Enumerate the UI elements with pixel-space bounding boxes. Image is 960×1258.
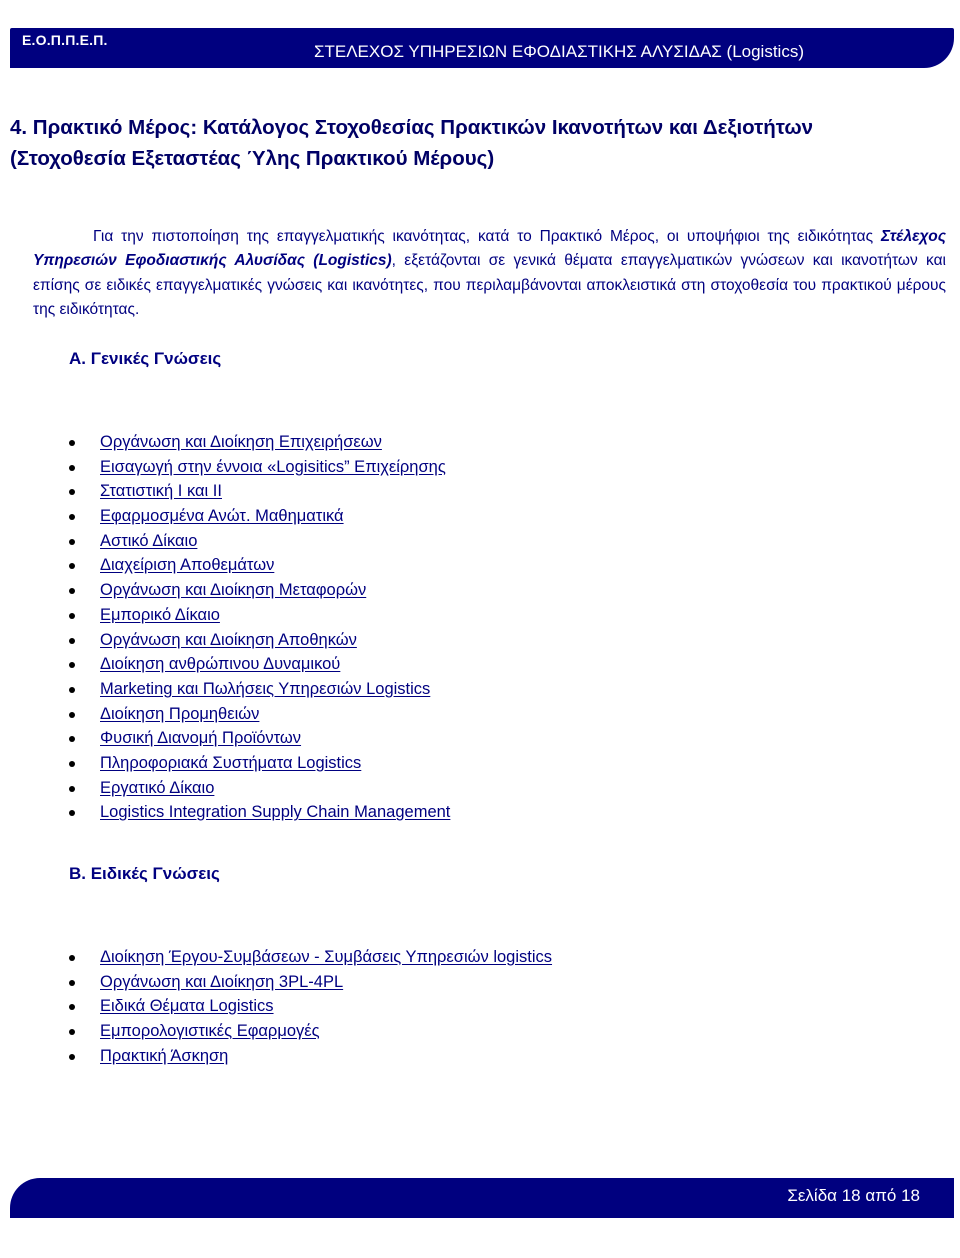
intro-text-start: Για την πιστοποίηση της επαγγελματικής ικανότητας, κατά το Πρακτικό Μέρος, οι υποψήφιοι της ειδικότητας — [93, 227, 881, 245]
page-number: Σελίδα 18 από 18 — [787, 1186, 920, 1205]
bullet-icon — [69, 786, 75, 792]
list-item-link[interactable]: Πληροφοριακά Συστήματα Logistics — [100, 753, 362, 772]
bullet-icon — [69, 662, 75, 668]
general-knowledge-heading: Α. Γενικές Γνώσεις — [69, 349, 222, 368]
list-item[interactable] — [66, 479, 450, 504]
list-item-link[interactable]: Οργάνωση και Διοίκηση Επιχειρήσεων — [100, 433, 382, 451]
bullet-icon — [69, 1004, 75, 1010]
intro-text-end: , εξετάζονται σε γενικά θέματα επαγγελματικών γνώσεων και ικανοτήτων και επίσης σε ειδικές επαγγελματικές γνώσεις και ικανότητες, που περιλαμβάνονται αποκλειστικά στη στοχοθεσία του πρακτικού μέρους της ειδικότητας. — [33, 252, 947, 318]
bullet-icon — [69, 514, 75, 520]
footer-banner — [10, 1178, 954, 1218]
bullet-icon — [69, 980, 75, 986]
list-item-link[interactable]: Διοίκηση Προμηθειών — [100, 704, 260, 723]
list-item-link[interactable]: Marketing και Πωλήσεις Υπηρεσιών Logistics — [100, 679, 431, 698]
bullet-icon — [69, 563, 75, 569]
bullet-icon — [69, 638, 75, 644]
list-item-link[interactable]: Αστικό Δίκαιο — [100, 531, 198, 550]
list-item-link[interactable]: Διαχείριση Αποθεμάτων — [100, 556, 275, 575]
header-title: ΣΤΕΛΕΧΟΣ ΥΠΗΡΕΣΙΩΝ ΕΦΟΔΙΑΣΤΙΚΗΣ ΑΛΥΣΙΔΑΣ (Logistics) — [313, 42, 804, 61]
list-item[interactable] — [66, 702, 450, 727]
bullet-icon — [69, 539, 75, 545]
bullet-icon — [69, 440, 75, 446]
list-item-link[interactable]: Εμπορικό Δίκαιο — [100, 605, 220, 624]
list-item[interactable] — [66, 776, 450, 801]
list-item[interactable] — [66, 529, 450, 554]
list-item[interactable] — [66, 628, 450, 653]
list-item-link[interactable]: Οργάνωση και Διοίκηση 3PL-4PL — [100, 972, 344, 991]
bullet-icon — [69, 1029, 75, 1035]
list-item-link[interactable]: Εφαρμοσμένα Ανώτ. Μαθηματικά — [100, 507, 344, 526]
list-item-link[interactable]: Στατιστική Ι και ΙΙ — [100, 482, 222, 501]
list-item[interactable] — [66, 553, 450, 578]
section-heading — [10, 112, 950, 174]
list-item[interactable] — [66, 603, 450, 628]
list-item[interactable] — [66, 455, 450, 480]
bullet-icon — [69, 588, 75, 594]
bullet-icon — [69, 1054, 75, 1060]
bullet-icon — [69, 712, 75, 718]
list-item-link[interactable]: Διοίκηση Έργου-Συμβάσεων - Συμβάσεις Υπηρεσιών logistics — [100, 948, 553, 966]
general-knowledge-list — [66, 430, 450, 825]
bullet-icon — [69, 489, 75, 495]
bullet-icon — [69, 736, 75, 742]
list-item-link[interactable]: Εισαγωγή στην έννοια «Logisitics” Επιχείρησης — [100, 457, 446, 476]
bullet-icon — [69, 761, 75, 767]
list-item[interactable] — [66, 1044, 552, 1069]
bullet-icon — [69, 955, 75, 961]
header-banner — [10, 28, 954, 68]
list-item[interactable] — [66, 800, 450, 825]
bullet-icon — [69, 613, 75, 619]
special-knowledge-heading: Β. Ειδικές Γνώσεις — [69, 864, 220, 883]
intro-paragraph — [33, 225, 946, 323]
list-item[interactable] — [66, 994, 552, 1019]
list-item-link[interactable]: Εργατικό Δίκαιο — [100, 778, 215, 797]
list-item[interactable] — [66, 726, 450, 751]
section-heading-line2: (Στοχοθεσία Εξεταστέας Ύλης Πρακτικού Μέρους) — [10, 147, 495, 170]
header-organization: Ε.Ο.Π.Π.Ε.Π. — [22, 32, 108, 48]
list-item[interactable] — [66, 677, 450, 702]
list-item-link[interactable]: Εμπορολογιστικές Εφαρμογές — [100, 1022, 320, 1041]
list-item-link[interactable]: Οργάνωση και Διοίκηση Αποθηκών — [100, 630, 357, 649]
intro-specialty-name: Στέλεχος Υπηρεσιών Εφοδιαστικής Αλυσίδας (Logistics) — [33, 227, 946, 269]
list-item-link[interactable]: Φυσική Διανομή Προϊόντων — [100, 729, 302, 748]
list-item[interactable] — [66, 751, 450, 776]
section-heading-line1: 4. Πρακτικό Μέρος: Κατάλογος Στοχοθεσίας Πρακτικών Ικανοτήτων και Δεξιοτήτων — [10, 116, 814, 139]
bullet-icon — [69, 810, 75, 816]
list-item[interactable] — [66, 652, 450, 677]
list-item-link[interactable]: Logistics Integration Supply Chain Management — [100, 803, 451, 822]
bullet-icon — [69, 687, 75, 693]
list-item[interactable] — [66, 578, 450, 603]
list-item[interactable] — [66, 945, 552, 970]
list-item[interactable] — [66, 970, 552, 995]
list-item[interactable] — [66, 1019, 552, 1044]
list-item-link[interactable]: Ειδικά Θέματα Logistics — [100, 997, 274, 1016]
bullet-icon — [69, 465, 75, 471]
list-item[interactable] — [66, 430, 450, 455]
list-item-link[interactable]: Οργάνωση και Διοίκηση Μεταφορών — [100, 581, 367, 600]
list-item[interactable] — [66, 504, 450, 529]
special-knowledge-list — [66, 945, 552, 1068]
list-item-link[interactable]: Πρακτική Άσκηση — [100, 1046, 229, 1065]
list-item-link[interactable]: Διοίκηση ανθρώπινου Δυναμικού — [100, 655, 341, 674]
